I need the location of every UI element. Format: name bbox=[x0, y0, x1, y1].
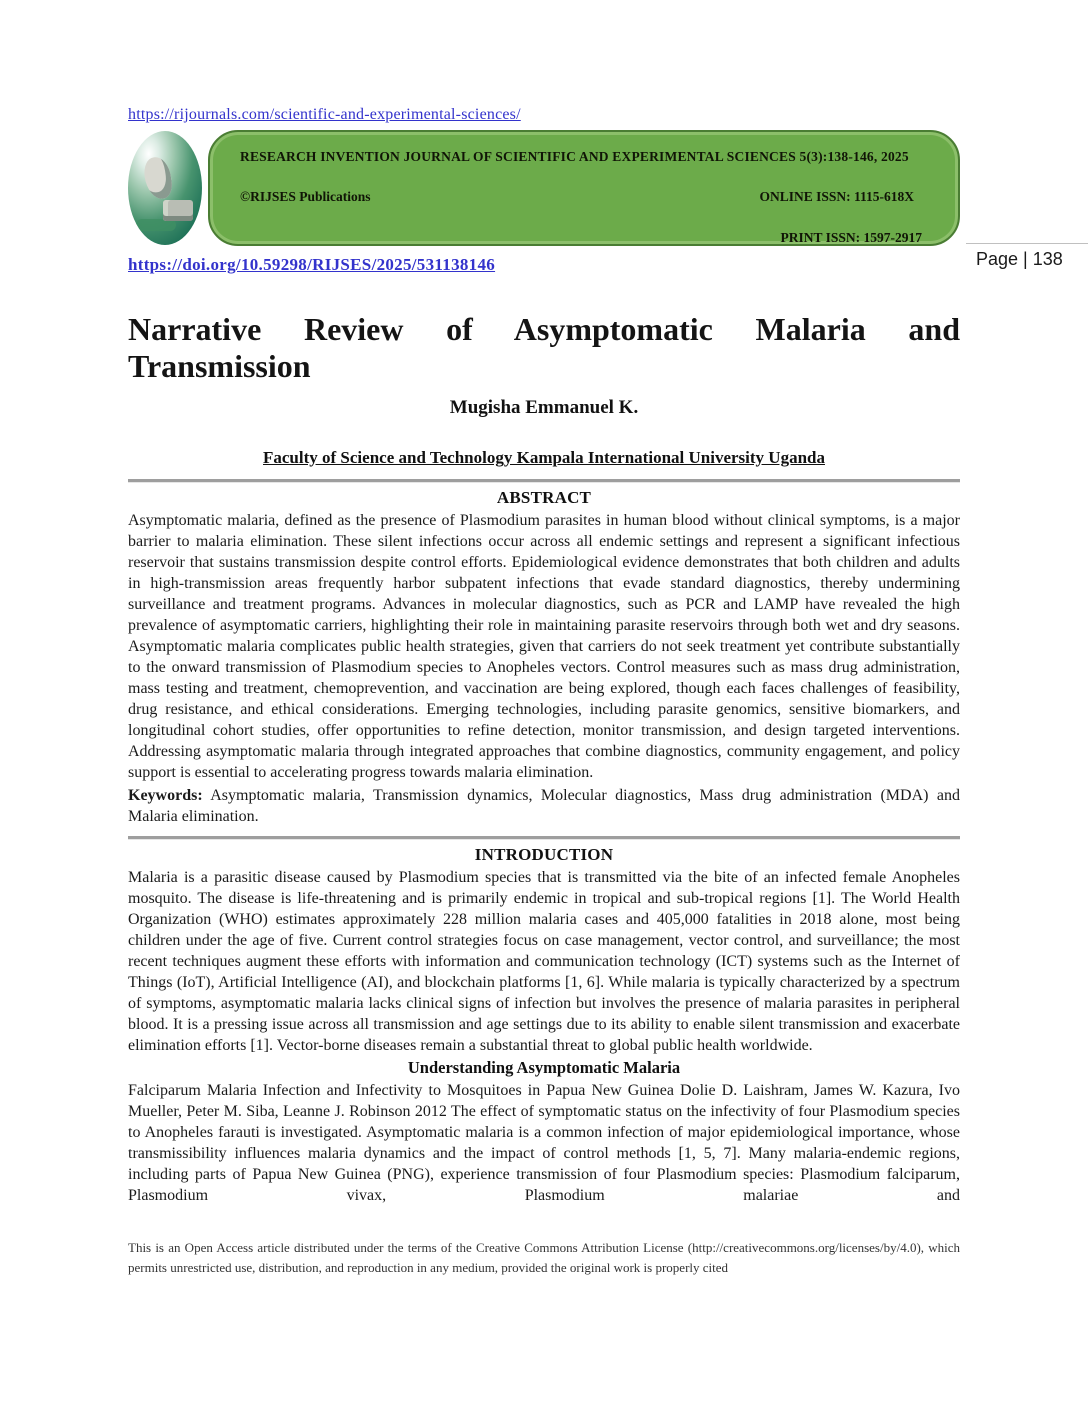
introduction-text: Malaria is a parasitic disease caused by Plasmodium species that is transmitted via the bite of an infected female Anopheles mosquito. The disease is life-threatening and is primarily endemic in tropical and sub-tropical regions [1]. The World Health Organization (WHO) estimates approximately 228 million malaria cases and 405,000 fatalities in 2018 alone, most being children under the age of five. Current control strategies focus on case management, vector control, and surveillance; the most recent techniques augment these efforts with information and communication technology (ICT) systems such as the Internet of Things (IoT), Artificial Intelligence (AI), and blockchain platforms [1, 6]. While malaria is typically characterized by a spectrum of symptoms, asymptomatic malaria lacks clinical signs of infection but involves the presence of malaria parasites in peripheral blood. It is a pressing issue across all transmission and age settings due to its ability to enable silent transmission and exacerbate elimination efforts [1]. Vector-borne diseases remain a substantial threat to global public health worldwide. bbox=[128, 868, 960, 1054]
article-author: Mugisha Emmanuel K. bbox=[449, 396, 639, 418]
understanding-asymptomatic-malaria-text: Falciparum Malaria Infection and Infectivity to Mosquitoes in Papua New Guinea Dolie D. Laishram, James W. Kazura, Ivo Mueller, Peter M. Siba, Leanne J. Robinson 2012 The effect of symptomatic status on the infectivity of four Plasmodium species to Anopheles farauti is investigated. Asymptomatic malaria is a common infection of major epidemiological importance, whose transmissibility influences malaria dynamics and the impact of control methods [1, 5, 7]. Many malaria-endemic regions, including parts of Papua New Guinea (PNG), experience transmission of four Plasmodium species: Plasmodium falciparum, Plasmodium vivax, Plasmodium malariae and bbox=[128, 1081, 960, 1204]
abstract-text: Asymptomatic malaria, defined as the presence of Plasmodium parasites in human blood without clinical symptoms, is a major barrier to malaria elimination. These silent infections occur across all endemic settings and represent a significant infectious reservoir that sustains transmission despite control efforts. Epidemiological evidence demonstrates that both children and adults in high-transmission areas frequently harbor subpatent infections that evade standard diagnostics, thereby undermining surveillance and treatment programs. Advances in molecular diagnostics, such as PCR and LAMP have revealed the high prevalence of asymptomatic carriers, highlighting their role in maintaining parasite reservoirs through both wet and dry seasons. Asymptomatic malaria complicates public health strategies, given that carriers do not seek treatment yet contribute substantially to the onward transmission of Plasmodium species to Anopheles vectors. Control measures such as mass drug administration, mass testing and treatment, chemoprevention, and vaccination are being explored, though each faces challenges of feasibility, drug resistance, and ethical considerations. Emerging technologies, including parasite genomics, sensitive biomarkers, and longitudinal cohort studies, offer opportunities to refine detection, monitor transmission, and design targeted interventions. Addressing asymptomatic malaria through integrated approaches that combine diagnostics, community engagement, and policy support is essential to accelerating progress towards malaria elimination. bbox=[128, 511, 960, 781]
journal-banner-title: RESEARCH INVENTION JOURNAL OF SCIENTIFIC AND EXPERIMENTAL SCIENCES 5(3):138-146, 2025 bbox=[240, 149, 909, 164]
introduction-heading: INTRODUCTION bbox=[474, 844, 614, 864]
section-divider bbox=[128, 836, 960, 839]
journal-website-link[interactable]: https://rijournals.com/scientific-and-experimental-sciences/ bbox=[128, 106, 521, 123]
abstract-heading: ABSTRACT bbox=[496, 487, 592, 507]
publisher-label: ©RIJSES Publications bbox=[240, 189, 371, 204]
doi-link[interactable]: https://doi.org/10.59298/RIJSES/2025/531138146 bbox=[128, 255, 496, 274]
article-title: Narrative Review of Asymptomatic Malaria and Transmission bbox=[128, 311, 960, 385]
logo-microscope-figure bbox=[163, 200, 193, 221]
keywords-text: Asymptomatic malaria, Transmission dynamics, Molecular diagnostics, Mass drug administration (MDA) and Malaria elimination. bbox=[128, 786, 960, 825]
journal-banner bbox=[208, 130, 960, 246]
keywords-label: Keywords: bbox=[128, 786, 203, 804]
understanding-asymptomatic-malaria-heading: Understanding Asymptomatic Malaria bbox=[407, 1057, 681, 1077]
logo-scientist-figure bbox=[142, 155, 174, 200]
print-issn-label: PRINT ISSN: 1597-2917 bbox=[780, 230, 922, 245]
page-number: Page | 138 bbox=[966, 243, 1088, 270]
license-text: This is an Open Access article distributed under the terms of the Creative Commons Attribution License (http://creativecommons.org/licenses/by/4.0), which permits unrestricted use, distribution, and reproduction in any medium, provided the original work is properly cited bbox=[128, 1239, 960, 1276]
keywords-line bbox=[128, 785, 960, 827]
section-divider bbox=[128, 479, 960, 482]
article-affiliation: Faculty of Science and Technology Kampala International University Uganda bbox=[263, 447, 825, 467]
online-issn-label: ONLINE ISSN: 1115-618X bbox=[759, 189, 914, 204]
journal-logo bbox=[128, 131, 202, 245]
journal-header bbox=[128, 130, 960, 246]
